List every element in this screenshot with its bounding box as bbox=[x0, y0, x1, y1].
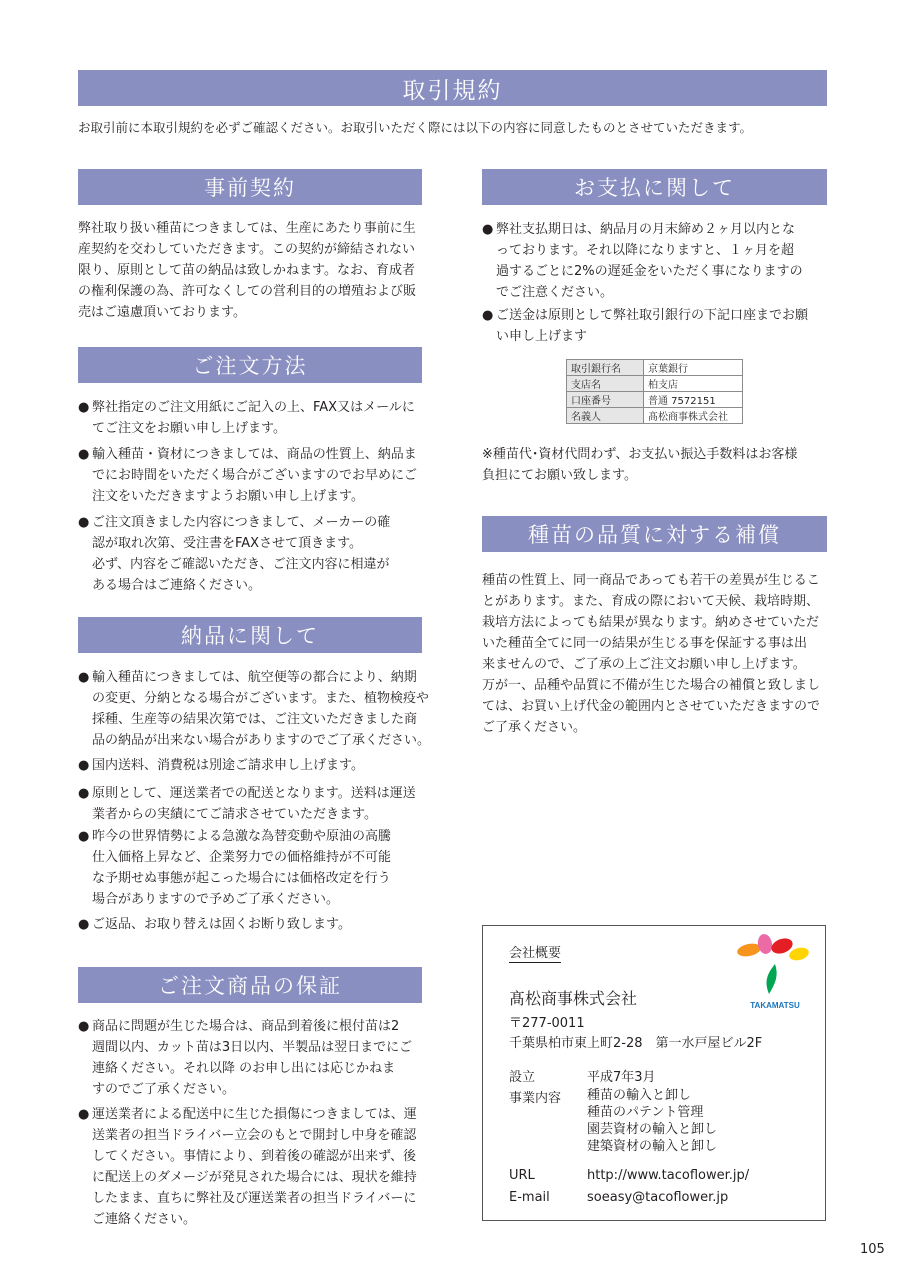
list-item: 種苗のパテント管理 bbox=[587, 1105, 704, 1120]
bank-value: 京葉銀行 bbox=[644, 360, 743, 376]
delivery-item-2 bbox=[78, 755, 442, 776]
text-line: 栽培方法によっても結果が異なります。納めさせていただ bbox=[482, 615, 819, 630]
text-line: 場合がありますので予めご了承ください。 bbox=[92, 892, 340, 907]
text-line: 採種、生産等の結果次第では、ご注文いただきました商 bbox=[92, 712, 418, 727]
delivery-item-4 bbox=[78, 826, 442, 910]
established-value: 平成7年3月 bbox=[587, 1070, 656, 1085]
bank-label: 口座番号 bbox=[567, 392, 644, 408]
business-list bbox=[587, 1087, 717, 1155]
page-number: 105 bbox=[860, 1242, 885, 1257]
postal-code: 〒277-0011 bbox=[509, 1016, 585, 1031]
text-line: 過するごとに2%の遅延金をいただく事になりますの bbox=[496, 264, 803, 279]
bank-label: 取引銀行名 bbox=[567, 360, 644, 376]
text-line: 認が取れ次第、受注書をFAXさせて頂きます。 bbox=[92, 536, 363, 551]
bullet-icon: ● bbox=[482, 308, 494, 323]
text-line: 売はご遠慮頂いております。 bbox=[78, 305, 246, 320]
text-line: 弊社支払期日は、納品月の月末締め２ヶ月以内とな bbox=[496, 222, 796, 237]
table-row bbox=[567, 376, 743, 392]
text-line: っております。それ以降になりますと、１ヶ月を超 bbox=[496, 243, 794, 258]
text-line: 弊社取り扱い種苗につきましては、生産にあたり事前に生 bbox=[78, 221, 416, 236]
bullet-icon: ● bbox=[78, 1107, 90, 1122]
order-item-1 bbox=[78, 397, 442, 439]
guarantee-item-1 bbox=[78, 1016, 442, 1100]
payment-item-1 bbox=[482, 219, 846, 303]
takamatsu-logo-icon bbox=[735, 934, 815, 1010]
bullet-icon: ● bbox=[78, 829, 90, 844]
email-label: E-mail bbox=[509, 1190, 550, 1205]
payment-item-2 bbox=[482, 305, 846, 347]
bullet-icon: ● bbox=[78, 515, 90, 530]
section-title-order-method: ご注文方法 bbox=[192, 354, 308, 378]
text-line: 原則として、運送業者での配送となります。送料は運送 bbox=[92, 786, 416, 801]
text-line: 仕入価格上昇など、企業努力での価格維持が不可能 bbox=[92, 850, 392, 865]
text-line: 産契約を交わしていただきます。この契約が締結されない bbox=[78, 242, 415, 257]
main-title-banner bbox=[78, 70, 827, 106]
text-line: ある場合はご連絡ください。 bbox=[92, 578, 262, 593]
text-line: でご注意ください。 bbox=[496, 285, 614, 300]
section-banner-payment bbox=[482, 169, 827, 205]
text-line: でにお時間をいただく場合がございますのでお早めにご bbox=[92, 468, 418, 483]
text-line: 負担にてお願い致します。 bbox=[482, 468, 637, 483]
bullet-icon: ● bbox=[78, 1019, 90, 1034]
business-label: 事業内容 bbox=[509, 1091, 562, 1106]
section-title-guarantee: ご注文商品の保証 bbox=[158, 974, 342, 998]
bullet-icon: ● bbox=[78, 786, 90, 801]
bank-label: 名義人 bbox=[567, 408, 644, 424]
main-title: 取引規約 bbox=[402, 77, 503, 104]
table-row bbox=[567, 360, 743, 376]
address: 千葉県柏市東上町2-28 第一水戸屋ビル2F bbox=[509, 1036, 763, 1051]
bullet-icon: ● bbox=[78, 447, 90, 462]
order-item-2 bbox=[78, 444, 442, 507]
bullet-icon: ● bbox=[78, 758, 90, 773]
text-line: ては、お買い上げ代金の範囲内とさせていただきますので bbox=[482, 699, 821, 714]
bank-value: 普通 7572151 bbox=[644, 392, 743, 408]
established-label: 設立 bbox=[509, 1070, 536, 1085]
email-link[interactable]: soeasy@tacoflower.jp bbox=[587, 1190, 729, 1205]
section-title-quality: 種苗の品質に対する補償 bbox=[528, 523, 781, 547]
text-line: い申し上げます bbox=[496, 329, 588, 344]
section-banner-quality bbox=[482, 516, 827, 552]
text-line: いた種苗全てに同一の結果が生じる事を保証する事は出 bbox=[482, 636, 808, 651]
section-banner-guarantee bbox=[78, 967, 422, 1003]
text-line: 万が一、品種や品質に不備が生じた場合の補償と致しまし bbox=[482, 678, 821, 693]
text-line: 弊社指定のご注文用紙にご記入の上、FAX又はメールに bbox=[92, 400, 415, 415]
url-link[interactable]: http://www.tacoflower.jp/ bbox=[587, 1168, 750, 1183]
text-line: 連絡ください。それ以降 のお申し出には応じかねま bbox=[92, 1061, 396, 1076]
order-item-3 bbox=[78, 512, 442, 596]
section-banner-order-method bbox=[78, 347, 422, 383]
list-item: 種苗の輸入と卸し bbox=[587, 1088, 692, 1103]
text-line: 商品に問題が生じた場合は、商品到着後に根付苗は2 bbox=[92, 1019, 400, 1034]
text-line: 注文をいただきますようお願い申し上げます。 bbox=[92, 489, 364, 504]
list-item: 建築資材の輸入と卸し bbox=[587, 1139, 718, 1154]
table-row bbox=[567, 408, 743, 424]
text-line: してください。事情により、到着後の確認が出来ず、後 bbox=[92, 1149, 416, 1164]
bank-value: 柏支店 bbox=[644, 376, 743, 392]
intro-text: お取引前に本取引規約を必ずご確認ください。お取引いただく際には以下の内容に同意したものとさせていただきます。 bbox=[78, 120, 753, 135]
bank-value: 髙松商事株式会社 bbox=[644, 408, 743, 424]
section-title-payment: お支払に関して bbox=[574, 176, 735, 200]
text-line: すのでご了承ください。 bbox=[92, 1082, 236, 1097]
text-line: の変更、分納となる場合がございます。また、植物検疫や bbox=[92, 691, 429, 706]
text-line: ご返品、お取り替えは固くお断り致します。 bbox=[92, 917, 351, 932]
text-line: 運送業者による配送中に生じた損傷につきましては、運 bbox=[92, 1107, 417, 1122]
text-line: ご連絡ください。 bbox=[92, 1212, 197, 1227]
company-info-box bbox=[482, 925, 826, 1221]
delivery-item-3 bbox=[78, 783, 442, 825]
company-name: 髙松商事株式会社 bbox=[509, 989, 638, 1008]
text-line: とがあります。また、育成の際において天候、栽培時期、 bbox=[482, 594, 819, 609]
company-heading: 会社概要 bbox=[509, 942, 561, 963]
text-line: 種苗の性質上、同一商品であっても若干の差異が生じるこ bbox=[482, 573, 820, 588]
bank-label: 支店名 bbox=[567, 376, 644, 392]
text-line: 国内送料、消費税は別途ご請求申し上げます。 bbox=[92, 758, 364, 773]
text-line: ご送金は原則として弊社取引銀行の下記口座までお願 bbox=[496, 308, 809, 323]
bullet-icon: ● bbox=[78, 917, 90, 932]
delivery-item-1 bbox=[78, 667, 442, 751]
bullet-icon: ● bbox=[78, 400, 90, 415]
text-line: 昨今の世界情勢による急激な為替変動や原油の高騰 bbox=[92, 829, 392, 844]
text-line: てご注文をお願い申し上げます。 bbox=[92, 421, 286, 436]
text-line: の権利保護の為、許可なくしての営利目的の増殖および販 bbox=[78, 284, 417, 299]
text-line: ※種苗代･資材代問わず、お支払い振込手数料はお客様 bbox=[482, 447, 798, 462]
text-line: ご注文頂きました内容につきまして、メーカーの確 bbox=[92, 515, 391, 530]
text-line: 品の納品が出来ない場合がありますのでご了承ください。 bbox=[92, 733, 431, 748]
text-line: したまま、直ちに弊社及び運送業者の担当ドライバーに bbox=[92, 1191, 417, 1206]
guarantee-item-2 bbox=[78, 1104, 442, 1230]
section-banner-delivery bbox=[78, 617, 422, 653]
text-line: 週間以内、カット苗は3日以内、半製品は翌日までにご bbox=[92, 1040, 413, 1055]
section-title-prior-contract: 事前契約 bbox=[204, 176, 296, 200]
section-title-delivery: 納品に関して bbox=[181, 624, 319, 648]
text-line: な予期せぬ事態が起こった場合には価格改定を行う bbox=[92, 871, 391, 886]
text-line: 必ず、内容をご確認いただき、ご注文内容に相違が bbox=[92, 557, 390, 572]
bank-account-table bbox=[566, 359, 743, 424]
logo-text: TAKAMATSU bbox=[750, 1001, 800, 1010]
list-item: 園芸資材の輸入と卸し bbox=[587, 1122, 718, 1137]
bullet-icon: ● bbox=[482, 222, 494, 237]
section-banner-prior-contract bbox=[78, 169, 422, 205]
text-line: ご了承ください。 bbox=[482, 720, 587, 735]
url-label: URL bbox=[509, 1168, 535, 1183]
bullet-icon: ● bbox=[78, 670, 90, 685]
text-line: 送業者の担当ドライバー立会のもとで開封し中身を確認 bbox=[92, 1128, 417, 1143]
text-line: 限り、原則として苗の納品は致しかねます。なお、育成者 bbox=[78, 263, 415, 278]
text-line: 輸入種苗・資材につきましては、商品の性質上、納品ま bbox=[92, 447, 417, 462]
text-line: 来ませんので、ご了承の上ご注文お願い申し上げます。 bbox=[482, 657, 806, 672]
text-line: 業者からの実績にてご請求させていただきます。 bbox=[92, 807, 377, 822]
delivery-item-5 bbox=[78, 914, 442, 935]
table-row bbox=[567, 392, 743, 408]
text-line: 輸入種苗につきましては、航空便等の都合により、納期 bbox=[92, 670, 417, 685]
text-line: に配送上のダメージが発見された場合には、現状を維持 bbox=[92, 1170, 417, 1185]
